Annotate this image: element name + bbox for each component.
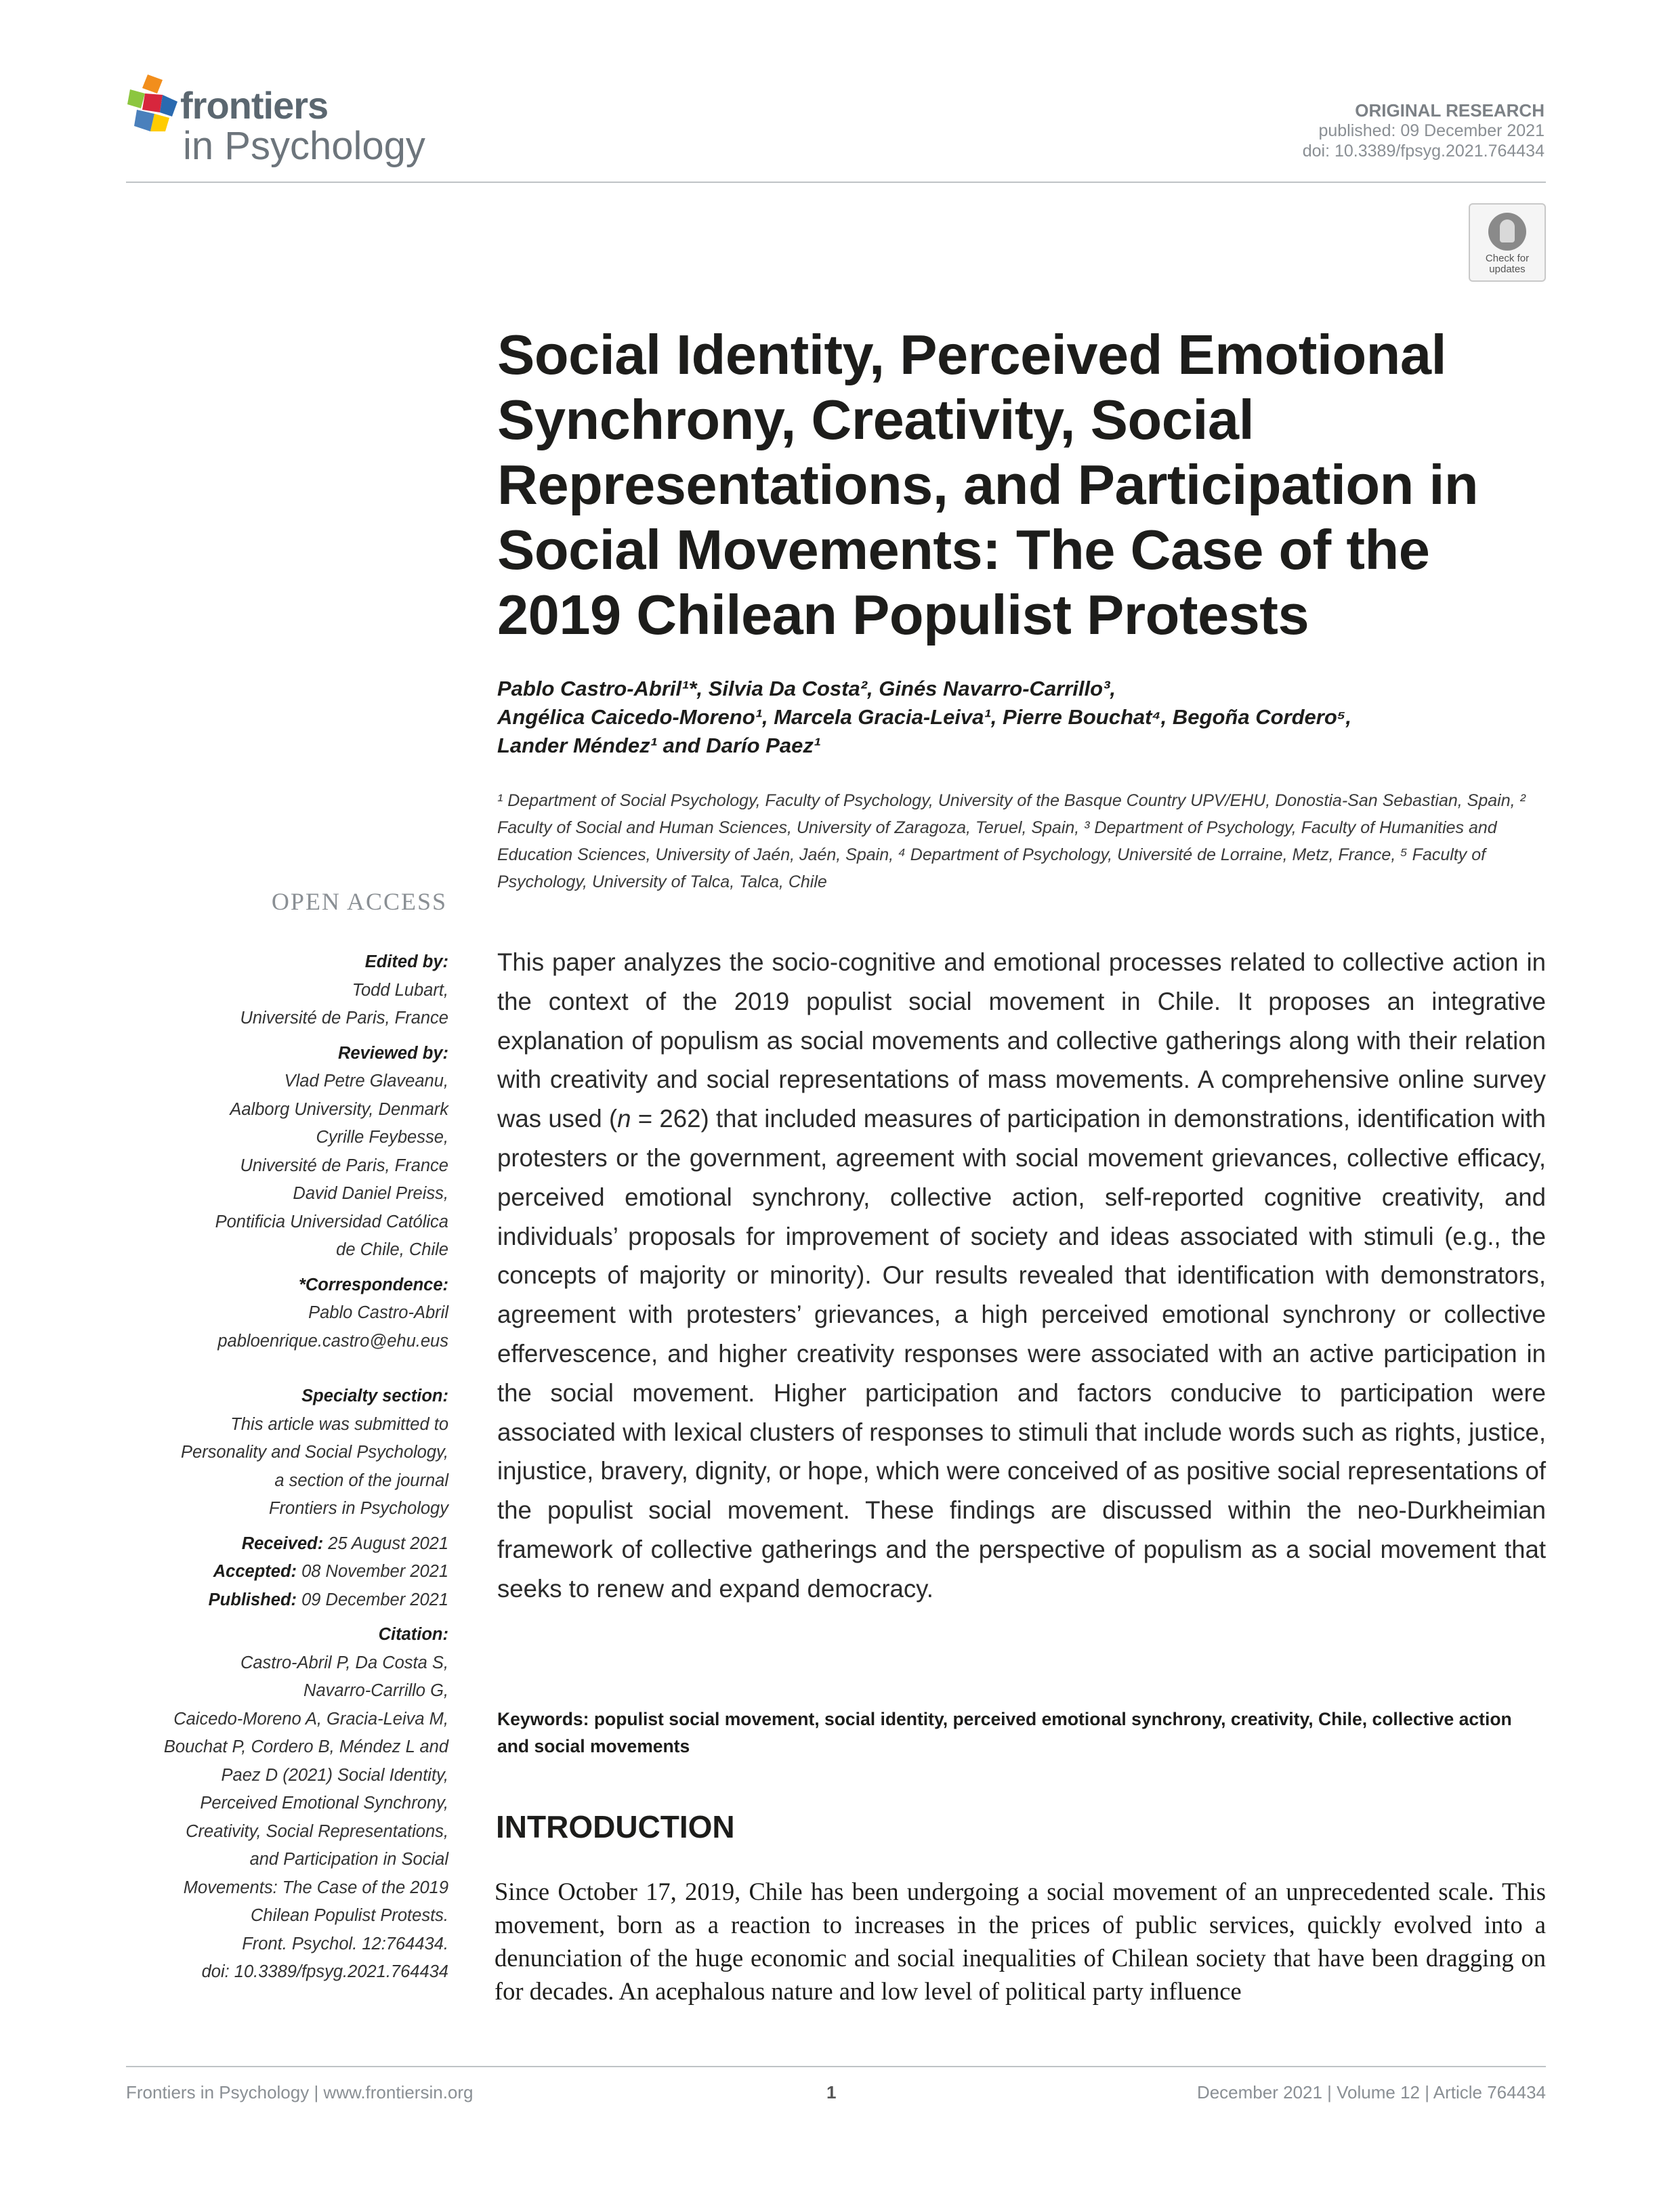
citation-line: Paez D (2021) Social Identity, xyxy=(221,1765,448,1785)
citation-section xyxy=(102,1621,448,1987)
published-date: published: 09 December 2021 xyxy=(1318,121,1545,140)
article-title: Social Identity, Perceived Emotional Synchrony, Creativity, Social Representations, and Participation in Social Movements: The Case of the 2019 Chilean Populist Protests xyxy=(497,323,1479,646)
author-line: Lander Méndez¹ and Darío Paez¹ xyxy=(497,734,821,757)
reviewer-line: Cyrille Feybesse, xyxy=(316,1128,448,1147)
received-date xyxy=(102,1530,448,1559)
citation-line: Front. Psychol. 12:764434. xyxy=(242,1934,448,1953)
open-access-label: OPEN ACCESS xyxy=(271,888,447,915)
header-divider xyxy=(126,182,1546,183)
author-line: Angélica Caicedo-Moreno¹, Marcela Gracia-Leiva¹, Pierre Bouchat⁴, Begoña Cordero⁵, xyxy=(497,705,1351,729)
page-number: 1 xyxy=(826,2082,837,2102)
correspondence-label: *Correspondence: xyxy=(298,1275,448,1294)
published-label: Published: xyxy=(208,1590,297,1609)
footer-journal-link[interactable]: Frontiers in Psychology | www.frontiersin.org xyxy=(126,2082,474,2102)
accepted-label: Accepted: xyxy=(213,1562,297,1581)
citation-line: Creativity, Social Representations, xyxy=(186,1821,448,1841)
author-list xyxy=(497,675,1554,760)
logo-brand-text: frontiers xyxy=(180,84,329,127)
specialty-line: This article was submitted to xyxy=(230,1414,448,1434)
citation-line: Bouchat P, Cordero B, Méndez L and xyxy=(163,1737,448,1756)
citation-line: Chilean Populist Protests. xyxy=(251,1906,448,1925)
frontiers-logo-icon xyxy=(127,75,182,134)
specialty-section xyxy=(102,1382,448,1523)
introduction-paragraph: Since October 17, 2019, Chile has been undergoing a social movement of an unprecedented scale. This movement, born as a reaction to increases in the prices of public services, quickly evolved into a denunciation of the huge economic and social inequalities of Chilean society that have been dragging on for decades. An acephalous nature and low level of political party influence xyxy=(495,1878,1546,2005)
keywords: Keywords: populist social movement, social identity, perceived emotional synchrony, creativity, Chile, collective action and social movements xyxy=(497,1709,1512,1756)
received-value: 25 August 2021 xyxy=(328,1533,448,1553)
correspondence-section xyxy=(102,1271,448,1356)
affiliations: ¹ Department of Social Psychology, Faculty of Psychology, University of the Basque Country UPV/EHU, Donostia-San Sebastian, Spain, ² Faculty of Social and Human Sciences, University of Zaragoza, Teruel, Spain, ³ Department of Psychology, Faculty of Humanities and Education Sciences, University of Jaén, Jaén, Spain, ⁴ Department of Psychology, Université de Lorraine, Metz, France, ⁵ Faculty of Psychology, University of Talca, Talca, Chile xyxy=(497,791,1526,891)
reviewer-line: Pontificia Universidad Católica xyxy=(215,1212,448,1231)
article-doi[interactable]: doi: 10.3389/fpsyg.2021.764434 xyxy=(1302,142,1545,161)
editor-line: Todd Lubart, xyxy=(352,980,448,1000)
reviewer-line: Université de Paris, France xyxy=(240,1156,448,1175)
section-heading: INTRODUCTION xyxy=(496,1809,735,1844)
article-type: ORIGINAL RESEARCH xyxy=(1355,100,1545,121)
published-date-sidebar xyxy=(102,1586,448,1615)
footer-issue-info: December 2021 | Volume 12 | Article 764434 xyxy=(1196,2082,1546,2102)
sample-size-symbol: n xyxy=(617,1105,631,1133)
accepted-date xyxy=(102,1558,448,1586)
abstract-text: This paper analyzes the socio-cognitive and emotional processes related to collective action in the context of the 2019 populist social movement in Chile. It proposes an integrative explanation of populism as social movements and collective gatherings along with their relation with creativity and social representations of mass movements. A comprehensive online survey was used ( xyxy=(497,948,1546,1133)
citation-line: Castro-Abril P, Da Costa S, xyxy=(240,1653,448,1672)
reviewed-by-section xyxy=(102,1040,448,1265)
edited-by-section xyxy=(102,948,448,1033)
edited-by-label: Edited by: xyxy=(364,952,448,971)
specialty-label: Specialty section: xyxy=(301,1387,448,1405)
logo-journal-text: in Psychology xyxy=(183,124,425,168)
abstract-text: = 262) that included measures of participation in demonstrations, identification with protesters or the government, agreement with social movement grievances, collective efficacy, perceived emotional synchrony, collective action, self-reported cognitive creativity, and individuals’ proposals for improvement of society and ideas associated with stimuli (e.g., the concepts of majority or minority). Our results revealed that identification with demonstrators, agreement with protesters’ grievances, a high perceived emotional synchrony or collective effervescence, and higher creativity responses were associated with an active participation in the social movement. Higher participation and factors conducive to participation were associated with lexical clusters of responses to stimuli that include words such as rights, justice, injustice, bravery, dignity, or hope, which were conceived of as positive social representations of the populist social movement. These findings are discussed within the neo-Durkheimian framework of collective gatherings and the perspective of populism as a social movement that seeks to renew and expand democracy. xyxy=(497,1105,1546,1603)
correspondence-name: Pablo Castro-Abril xyxy=(308,1303,448,1322)
specialty-line: Personality and Social Psychology, xyxy=(181,1443,448,1462)
specialty-line: Frontiers in Psychology xyxy=(268,1499,448,1518)
reviewer-line: David Daniel Preiss, xyxy=(293,1184,448,1203)
footer-divider xyxy=(126,2066,1546,2067)
citation-label: Citation: xyxy=(378,1625,448,1644)
reviewer-line: de Chile, Chile xyxy=(336,1240,448,1259)
citation-line: Perceived Emotional Synchrony, xyxy=(200,1794,448,1813)
article-info-sidebar xyxy=(102,948,448,1993)
reviewed-by-label: Reviewed by: xyxy=(338,1043,448,1063)
citation-line: Movements: The Case of the 2019 xyxy=(183,1878,448,1897)
citation-line: and Participation in Social xyxy=(249,1850,448,1869)
received-label: Received: xyxy=(241,1533,324,1553)
check-for-updates-button[interactable] xyxy=(1469,203,1546,282)
citation-line: Navarro-Carrillo G, xyxy=(303,1681,448,1700)
reviewer-line: Vlad Petre Glaveanu, xyxy=(284,1072,448,1091)
published-value: 09 December 2021 xyxy=(301,1590,448,1609)
abstract xyxy=(497,943,1546,1609)
article-meta-header xyxy=(1070,100,1545,161)
specialty-line: a section of the journal xyxy=(274,1471,448,1490)
citation-line: Caicedo-Moreno A, Gracia-Leiva M, xyxy=(173,1709,448,1729)
journal-logo[interactable] xyxy=(127,70,480,172)
correspondence-email[interactable]: pabloenrique.castro@ehu.eus xyxy=(217,1331,448,1351)
citation-doi[interactable]: doi: 10.3389/fpsyg.2021.764434 xyxy=(201,1962,448,1981)
editor-line: Université de Paris, France xyxy=(240,1009,448,1028)
dates-section xyxy=(102,1530,448,1615)
bookmark-icon xyxy=(1488,213,1526,251)
check-for-updates-label: Check for updates xyxy=(1485,253,1530,275)
author-line: Pablo Castro-Abril¹*, Silvia Da Costa², Ginés Navarro-Carrillo³, xyxy=(497,677,1116,700)
accepted-value: 08 November 2021 xyxy=(301,1562,448,1581)
reviewer-line: Aalborg University, Denmark xyxy=(230,1099,448,1119)
